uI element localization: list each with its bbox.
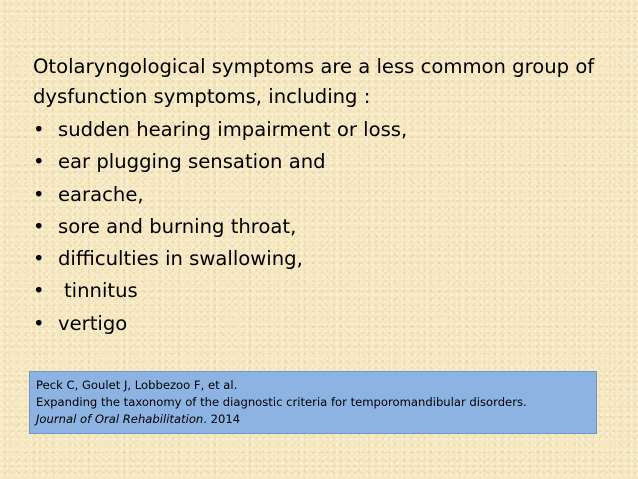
list-item: • difficulties in swallowing, xyxy=(33,243,618,275)
bullet-icon: • xyxy=(33,279,45,303)
citation-year: . 2014 xyxy=(203,412,241,426)
bullet-icon: • xyxy=(33,150,45,174)
bullet-icon: • xyxy=(33,182,45,206)
bullet-icon: • xyxy=(33,311,45,335)
symptom-list xyxy=(33,114,618,340)
citation-box xyxy=(29,371,597,434)
list-item: • sore and burning throat, xyxy=(33,211,618,243)
list-item: • ear plugging sensation and xyxy=(33,146,618,178)
bullet-icon: • xyxy=(33,247,45,271)
intro-text: Otolaryngological symptoms are a less common group of dysfunction symptoms, including : xyxy=(33,55,595,108)
slide-body xyxy=(33,52,618,340)
list-item: • tinnitus xyxy=(33,275,618,307)
list-item: • vertigo xyxy=(33,308,618,340)
bullet-icon: • xyxy=(33,118,45,141)
citation-journal: Journal of Oral Rehabilitation xyxy=(36,412,204,426)
citation-title: Expanding the taxonomy of the diagnostic criteria for temporomandibular disorders. xyxy=(36,395,527,409)
bullet-icon: • xyxy=(33,214,45,238)
citation-authors: Peck C, Goulet J, Lobbezoo F, et al. xyxy=(36,378,238,392)
list-item: • earache, xyxy=(33,179,618,211)
list-item: • sudden hearing impairment or loss, xyxy=(33,114,618,146)
citation-source xyxy=(36,411,590,428)
